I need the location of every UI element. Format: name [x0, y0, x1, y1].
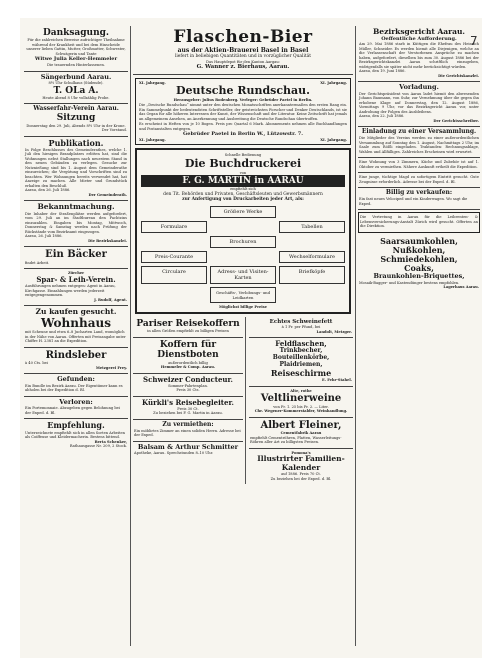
einladung-body: Die Mitglieder des Vereins werden zu einer außerordentlichen Versammlung auf Sonntag den 1. August, Nachmittags 2 Uhr, im Saale zum Rößli eingeladen. Traktanden: Rechnungsablage, Wahlen und Allfälliges. Zahlreiches Erscheinen wird erwartet.	[359, 136, 479, 154]
bouteillenkoerbe: Bouteillenkörbe,	[272, 354, 330, 362]
zukaufen-title: Zu kaufen gesucht.	[35, 307, 117, 316]
flaschenbier-ad	[133, 26, 353, 75]
vermiethen-body: Ein möblirtes Zimmer an einen soliden Herrn. Adresse bei der Exped.	[134, 428, 241, 438]
schweinefett-seller: Landolt, Metzger.	[316, 329, 352, 334]
koffern-body: außerordentlich billig	[168, 360, 208, 365]
balsam-body: Apotheke, Aarau. Sprechstunden 8–10 Uhr.	[134, 451, 214, 455]
buchdruckerei-name: F. G. MARTIN in AARAU	[141, 175, 345, 187]
feldflaschen-seller: E. Fehr-Stahel.	[322, 378, 352, 383]
gefunden-ad	[24, 374, 128, 396]
vorstand-sign: Der Vorstand.	[101, 128, 127, 133]
wasserfahr-title: Wasserfahr-Verein Aarau.	[33, 105, 119, 113]
rundschau-editor: Herausgeber: Julius Rodenberg. Verleger: Gebrüder Paetel in Berlin.	[173, 97, 313, 102]
toa-title: T. OLa A.	[53, 85, 99, 96]
albert-fleiner-ad	[249, 418, 353, 449]
vorladung-ad	[358, 82, 480, 127]
vorladung-org: Der Gerichtsschreiber.	[433, 118, 479, 123]
spar-title: Spar- & Leih-Verein.	[36, 274, 116, 284]
wohnhaus-title: Wohnhaus	[41, 315, 111, 330]
danksagung-name: Witwe Julia Keller-Hemmeler	[34, 56, 118, 63]
bekanntmachung-title: Bekanntmachung.	[37, 202, 115, 212]
kalender-year: auf 1886. Preis 70 Ct.	[281, 472, 321, 477]
rindsleber-title: Rindsleber	[45, 349, 107, 361]
briquettes: Braunkohlen-Briquettes,	[373, 272, 465, 281]
feldflaschen-title: Feldflaschen,	[275, 339, 327, 349]
kalender-ad	[249, 449, 353, 485]
reisekoffern-body: in allen Größen empfiehlt zu billigen Preisen	[147, 329, 229, 334]
reisebegleiter-title: Kürkli's Reisebegleiter.	[142, 397, 234, 407]
publikation-ad	[24, 137, 128, 202]
kalender-title: Illustrirter Familien-Kalender	[257, 454, 345, 472]
buchdruckerei-empfiehlt: empfiehlt sich	[230, 187, 256, 192]
bezirksgericht-body: Am 29. Mai 1886 starb in Küttigen die Ehefrau des Heinrich Müller, Schneider. Es werden hiemit alle Diejenigen, welche an die Verlassenschaft der Verstorbenen Ansprüche zu machen haben, aufgefordert, dieselben bis zum 30. August 1886 bei der Bezirksgerichtskanzlei Aarau schriftlich einzugeben, widrigenfalls sie später nicht mehr berücksichtigt würden.	[359, 42, 479, 69]
buchdruckerei-small: Schnelle Bedienung	[224, 153, 262, 158]
toa-sub: Heute Abend 8 Uhr vollzählig Probe.	[42, 95, 110, 100]
cell-brochuren: Brochuren	[210, 236, 276, 248]
vertretung-body: Die Vertretung in Aarau für die Leibrenten- & Lebensversicherungs-Anstalt Zürich wird gesucht. Offerten an die Direktion.	[360, 215, 478, 229]
cell-tabellen: Tabellen	[279, 221, 345, 233]
danksagung-title: Danksagung.	[42, 28, 110, 38]
bekanntmachung-body: Die Inhaber der Straßenplätze werden aufgefordert, vom 29. Juli an im Stadtbureau den Pachtzins einzuzahlen. Eingaben bis Montag, Mittwoch, Donnerstag & Samstag werden nach Prüfung der Rückstände vom Bezirksamt eingezogen.	[25, 211, 127, 234]
reiseschirme: Reiseschirme	[270, 368, 332, 379]
buchdruckerei-line: den Tit. Behörden und Privaten, Geschäftsleuten und Gewerbsmännern	[163, 191, 323, 197]
cell-formulare: Formulare	[141, 221, 207, 233]
reisekoffern-title: Pariser Reisekoffern	[136, 319, 240, 330]
nusskohlen: Nußkohlen,	[392, 244, 446, 255]
vermiethen-title: Zu vermiethen:	[162, 420, 214, 428]
empfehlung-sign: Berta Schenker,	[94, 439, 127, 444]
saengerbund-ad	[24, 72, 128, 105]
veltliner-price: von Fr. 1. 25 bis Fr. 2. — Liter.	[273, 404, 329, 409]
kohlen-body: Mosaik-Bagger- und Kastendünger bestens empfohlen.	[359, 280, 460, 285]
saengerbund-sub: 8½ Uhr Schulhaus (Südende).	[48, 81, 104, 86]
vertretung-ad	[358, 212, 480, 233]
flaschenbier-depot: G. Wanner z. Bierhaus, Aarau.	[196, 64, 290, 71]
bezirksgericht-ad	[358, 26, 480, 82]
empfehlung-title: Empfehlung.	[47, 420, 105, 431]
buchdruckerei-grid	[141, 206, 345, 303]
buchdruckerei-title: Die Buchdruckerei	[184, 156, 302, 170]
conducteur-title: Schweizer Conducteur.	[143, 374, 233, 384]
cell-circulare: Circulare	[141, 266, 207, 284]
danksagung-sign: Die trauernden Hinterlassenen.	[47, 63, 105, 68]
vorladung-title: Vorladung.	[399, 83, 439, 92]
plaidriemen: Plaidriemen,	[279, 361, 323, 369]
bezirksgericht-sub: Oeffentliche Aufforderung.	[381, 35, 457, 42]
cell-visitenkarten: Adress- und Visiten-Karten	[210, 266, 276, 284]
rindsleber-ad	[24, 348, 128, 375]
albert-fleiner-title: Albert Fleiner,	[260, 419, 342, 431]
buchdruckerei-von: von	[239, 170, 247, 175]
reisebegleiter-seller: Zu beziehen bei F. G. Martin in Aarau.	[153, 411, 223, 416]
rindsleber-name: Metzgerei Frey.	[95, 365, 127, 370]
albert-fleiner-sub: Cementfabrik Aarau	[280, 431, 322, 436]
magd-body: Eine junge, tüchtige Magd zu sofortigem Eintritt gesucht. Gute Zeugnisse erforderlich. Adresse bei der Exped. d. Bl.	[359, 175, 479, 184]
cell-groessere-werke: Größere Werke	[210, 206, 276, 218]
middle-column	[133, 26, 353, 646]
spar-body: Ausführungen nehmen entgegen: Agent in Aarau, Kirchgasse. Einzahlungen werden jederzeit entgegengenommen.	[25, 284, 116, 297]
rundschau-jahrgang-left: XI. Jahrgang.	[139, 80, 166, 85]
buchdruckerei-ad	[135, 148, 351, 314]
saengerbund-title: Sängerbund Aarau.	[40, 72, 112, 81]
baecker-sub: findet Arbeit.	[25, 260, 50, 265]
flaschenbier-depot-pre: Das Hauptdepot für den Kanton Aargau:	[206, 59, 280, 64]
albert-fleiner-body: empfiehlt Cementröhren, Platten, Wasserleitungs-Röhren aller Art zu billigsten Preisen.	[250, 435, 342, 445]
baecker-title: Ein Bäcker	[45, 249, 107, 261]
gefunden-title: Gefunden:	[57, 375, 95, 384]
flaschenbier-title: Flaschen-Bier	[173, 27, 313, 47]
conducteur-price: Preis 30 Cts.	[176, 388, 200, 393]
veltliner-seller: Chr. Wegener-Kommerstalder, Weinhandlung.	[254, 409, 348, 414]
veltliner-pre: Alte, rothe	[290, 388, 312, 393]
rindsleber-sub: à 40 Cts. bei	[25, 361, 48, 366]
sitzung-body: Donnerstag den 29. Juli, Abends 8½ Uhr in der Krone.	[26, 123, 126, 128]
billig-body: Ein fast neues Velociped und ein Kinderwagen. Wo sagt die Exped.	[359, 197, 468, 206]
baecker-ad	[24, 247, 128, 269]
rundschau-bottom-row	[139, 138, 347, 143]
wohnung-body: Eine Wohnung von 3 Zimmern, Küche und Zubehör ist auf 1. Oktober zu vermiethen. Nähere Auskunft ertheilt die Expedition.	[359, 160, 479, 169]
sitzung-title: Sitzung	[56, 113, 96, 124]
spar-leih-ad	[24, 269, 128, 306]
publikation-body: In Folge Beschlusses des Gemeinderathes, welche 1. Juli den hiesigen Brandplatzes erlitten hat, sind die Wohnungen nebst Stallungen nach neuestem Stand in den neuen Gebäuden zu verlegen. Gesuche zur Nutznießung sind bis 1. August dem Gemeinderathe einzureichen; die Vergütung und Vorschriften sind zu beachten. Wer Wohnungen bereits verwendet hat, hat Anzeige zu machen. Alle Mieter und Grundstück erhalten den Beschluß.	[25, 147, 127, 188]
conducteur-sub: Sommer-Fahrtenplan.	[168, 383, 208, 388]
veltliner-title: Veltlinerweine	[260, 393, 342, 405]
vermiethen-ad	[133, 420, 243, 442]
kohlen-ad	[358, 235, 480, 293]
middle-lower-right	[246, 317, 353, 484]
column-rule-left	[130, 26, 131, 646]
flaschenbier-line: liefert in beliebigen Quantitäten und in vorzüglicher Qualität	[174, 54, 312, 60]
spar-pre: Zürcher	[67, 271, 85, 276]
kalender-pre: Pomona's	[291, 450, 311, 455]
kohlen-seller: Lagerhaus Aarau.	[443, 285, 479, 290]
rundschau-jahrgang-bottom-left: XI. Jahrgang.	[139, 137, 166, 142]
column-rule-right	[355, 26, 356, 646]
cell-briefkoepfe: Briefköpfe	[279, 266, 345, 284]
wohnung-ad	[358, 158, 480, 173]
rundschau-jahrgang-right: XI. Jahrgang.	[320, 80, 347, 85]
gefunden-body: Ein Bundle im Bezirk Aarau. Der Eigentümer kann es abholen bei der Expedition d. Bl.	[25, 383, 123, 393]
verloren-ad	[24, 397, 128, 419]
magd-ad	[358, 173, 480, 188]
bekanntmachung-org: Die Bezirkskanzlei.	[88, 238, 127, 243]
wohnhaus-ad	[24, 306, 128, 348]
schweinefett-ad	[249, 317, 353, 338]
page-number: 7	[470, 34, 478, 48]
feldflaschen-ad	[249, 338, 353, 386]
rundschau-title: Deutsche Rundschau.	[175, 84, 310, 98]
flaschenbier-sub: aus der Aktien-Brauerei Basel in Basel	[177, 46, 309, 54]
rundschau-body2: Es erscheint in Heften von je 10 Bogen. Preis pro Quartal 6 Mark. Abonnements nehmen alle Buchhandlungen und Postanstalten entgegen.	[139, 122, 347, 131]
bezirksgericht-sign: Aarau, den 19. Juni 1886.	[359, 69, 406, 74]
spar-contact: J. Rudolf, Agent.	[94, 297, 127, 302]
balsam-ad	[133, 442, 243, 459]
conducteur-ad	[133, 374, 243, 397]
bezirksgericht-title: Bezirksgericht Aarau.	[372, 27, 466, 36]
reisebegleiter-price: Preis 30 Ct.	[177, 406, 199, 411]
rundschau-body: Die „Deutsche Rundschau“ nimmt unter den deutschen Monatsschriften anerkanntermaßen den ersten Rang ein. Ein Sammelpunkt der bedeutendsten Schriftsteller, der geistreichsten Forscher und Denker Deutschlands, ist sie das Organ für alle höheren Interessen der Kunst, der Wissenschaft und der Literatur. Keine Zeitschrift hat jemals an allgemeinem Ansehen, an Anerkennung und Ausbreitung die Deutsche Rundschau übertroffen.	[139, 103, 347, 121]
koffern-seller: Hemmeler & Comp. Aarau.	[160, 365, 216, 370]
rundschau-jahrgang-bottom-right: XI. Jahrgang.	[320, 137, 347, 142]
danksagung-ad	[24, 26, 128, 72]
publikation-org: Der Gemeinderath.	[88, 192, 127, 197]
kohlen-title: Saarsaumkohlen,	[380, 235, 458, 246]
publikation-sign: Aarau, den 26. Juli 1886.	[25, 188, 71, 193]
wohnhaus-body: mit Scheune und etwa 6–8 Jucharten Land, womöglich in der Nähe von Aarau. Offerten mit Preisangabe unter Chiffre H. 2381 an die Expedition.	[25, 330, 126, 344]
kalender-seller: Zu beziehen bei der Exped. d. Bl.	[270, 476, 332, 481]
rundschau-publisher: Gebrüder Paetel in Berlin W., Lützowstr. 7.	[183, 131, 303, 138]
einladung-title: Einladung zu einer Versammlung.	[361, 128, 477, 136]
rundschau-ad	[135, 78, 351, 146]
middle-lower-left	[133, 317, 246, 484]
coaks: Coaks,	[404, 263, 434, 274]
left-column	[24, 26, 128, 650]
verloren-body: Ein Portemonnaie. Abzugeben gegen Belohnung bei der Exped. d. Bl.	[25, 406, 120, 415]
danksagung-body: Für die zahlreichen Beweise aufrichtiger Theilnahme während der Krankheit und bei dem Hinscheide unserer lieben Gattin, Mutter, Großmutter, Schwester, Schwägerin und Tante	[26, 38, 126, 56]
balsam-title: Balsam & Arthur Schmitter	[137, 442, 239, 451]
buchdruckerei-bottom: Möglichst billige Preise	[219, 304, 267, 309]
koffern-title: Koffern für Dienstboten	[157, 339, 219, 361]
einladung-ad	[358, 127, 480, 158]
vorladung-body: Der Gerichtspräsident von Aarau ladet hiemit den abwesenden Johann Baumann, von Suhr, zur Vernehmung über die gegen ihn erhobene Klage auf Donnerstag, den 12. August 1886, Vormittags 9 Uhr, vor das Bezirksgericht Aarau vor, unter Androhung der Folgen des Ausbleibens.	[359, 91, 479, 114]
vorladung-sign: Aarau, den 22. Juli 1886.	[359, 114, 405, 119]
reisekoffern-ad	[133, 317, 243, 338]
schweinefett-title: Echtes Schweinefett	[269, 319, 333, 326]
verloren-title: Verloren:	[59, 397, 93, 406]
wasserfahr-ad	[24, 104, 128, 136]
koffern-ad	[133, 338, 243, 374]
trinkbecher: Trinkbecher,	[279, 347, 323, 355]
right-column	[358, 26, 480, 650]
veltliner-ad	[249, 387, 353, 418]
billig-title: Billig zu verkaufen:	[385, 189, 453, 197]
cell-geschaeftskarten: Geschäfts-, Verlobungs- und Leidkarten	[210, 287, 276, 303]
empfehlung-body: Unterzeichnete empfiehlt sich in allen Sorten Arbeiten als Coiffeuse und Kleidermacherin. Bestens bittend.	[25, 430, 125, 440]
cell-preis-courante: Preis-Courante	[141, 251, 207, 263]
publikation-title: Publikation.	[48, 137, 104, 148]
empfehlung-ad	[24, 419, 128, 451]
reisebegleiter-ad	[133, 397, 243, 420]
bezirksgericht-org: Die Gerichtskanzlei.	[438, 73, 479, 78]
bekanntmachung-sign: Aarau, 26. Juli 1886.	[25, 234, 63, 239]
empfehlung-addr: Rathausgasse Nr. 209, 2 Stock.	[69, 444, 127, 449]
buchdruckerei-line2: zur Anfertigung von Druckarbeiten jeder Art, als:	[182, 197, 304, 203]
schweinefett-sub: à 1 Fr. per Pfund, bei	[281, 325, 321, 330]
bekanntmachung-ad	[24, 201, 128, 247]
billig-ad	[358, 188, 480, 210]
schmiedekohlen: Schmiedekohlen,	[380, 254, 458, 264]
cell-wechselformulare: Wechselformulare	[279, 251, 345, 263]
middle-lower-area	[133, 317, 353, 484]
